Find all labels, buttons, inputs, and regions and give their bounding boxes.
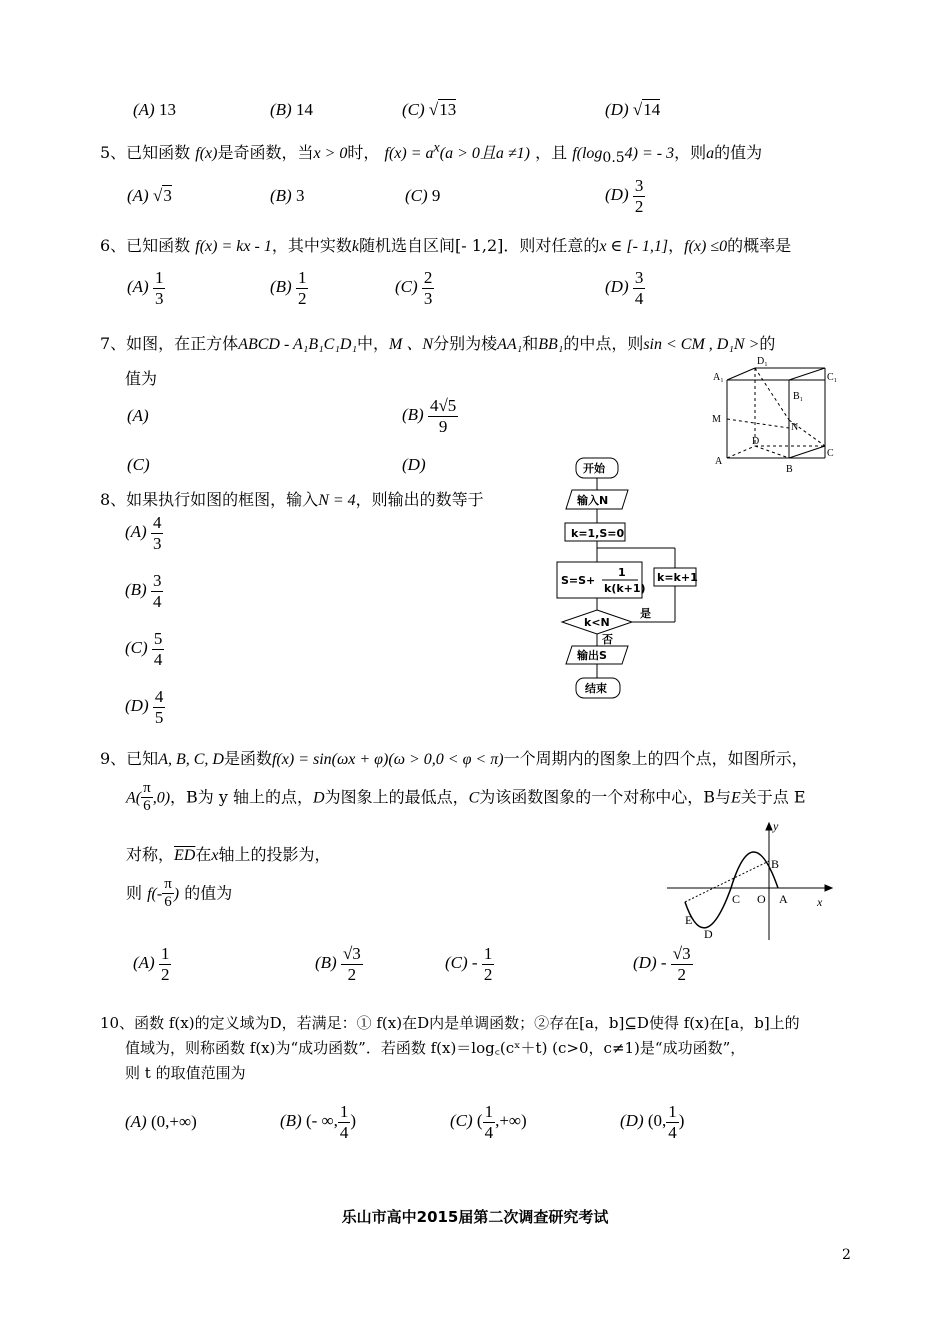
graph-label-e: E: [685, 913, 693, 927]
graph-label-d: D: [704, 927, 713, 941]
cube-label-a1: A₁: [713, 372, 724, 383]
q9-option-c: (C) - $\frac{1}{2}$: [445, 944, 493, 984]
graph-label-a: A: [779, 892, 788, 906]
cube-label-d: D: [752, 436, 760, 447]
q7-option-c: (C): [127, 455, 150, 474]
graph-label-b: B: [771, 857, 780, 871]
graph-label-o: O: [757, 892, 766, 906]
flow-inc-label: k=k+1: [657, 571, 698, 584]
q9-option-d: (D) - $\frac{√3}{2}$: [633, 944, 691, 984]
graph-x-label: x: [817, 895, 823, 909]
q7-stem: 7、如图，在正方体ABCD - A₁B₁C₁D₁中，M 、N分别为棱AA₁和BB₁的中点，则sin < CM , D₁N >的: [100, 334, 776, 353]
page-number: 2: [842, 1247, 851, 1263]
flow-end-label: 结束: [585, 682, 607, 695]
flowchart: [550, 452, 710, 707]
q7-option-a: (A): [127, 406, 149, 425]
q10-option-d: (D) (0, $\frac{1}{4}$ ): [620, 1102, 685, 1142]
flow-yes-label: 是: [640, 607, 651, 620]
q10-option-b: (B) (- ∞, $\frac{1}{4}$ ): [280, 1102, 357, 1142]
q10-option-a: (A) (0,+∞): [125, 1112, 197, 1131]
flow-input-label: 输入N: [577, 494, 609, 507]
q9-stem: 9、已知A, B, C, D是函数f(x) = sin(ωx + φ)(ω > 0,0 < φ < π)一个周期内的图象上的四个点，如图所示，: [100, 749, 808, 768]
cube-label-d1: D₁: [757, 356, 768, 367]
q10-stem-line3: 则 t 的取值范围为: [125, 1064, 246, 1082]
q10-option-c: (C) ( $\frac{1}{4}$ ,+∞): [450, 1102, 527, 1142]
cube-label-c: C: [827, 448, 834, 459]
q5-option-b: (B) 3: [270, 186, 305, 205]
cube-label-b: B: [786, 464, 793, 475]
cube-figure: [700, 350, 850, 480]
q10-stem-line1: 10、函数 f(x)的定义域为D，若满足：① f(x)在D内是单调函数；②存在[a，b]⊆D使得 f(x)在[a，b]上的: [100, 1014, 800, 1032]
q4-option-a: (A) 13: [133, 100, 176, 119]
q6-option-b: (B) $\frac{1}{2}$: [270, 268, 307, 308]
graph-y-label: y: [773, 819, 779, 833]
flow-cond-label: k<N: [584, 616, 610, 629]
q6-stem: 6、已知函数 f(x) = kx - 1，其中实数k随机选自区间[- 1,2]．则对任意的x ∈ [- 1,1]，f(x) ≤0的概率是: [100, 236, 792, 255]
q9-stem-line3: 对称，$\overline{ED}$在x轴上的投影为，: [126, 845, 331, 864]
q5-option-c: (C) 9: [405, 186, 441, 205]
q8-option-b: (B) $\frac{3}{4}$: [125, 571, 162, 611]
cube-label-c1: C₁: [827, 372, 838, 383]
q7-stem-line2: 值为: [125, 369, 158, 388]
q6-option-a: (A) $\frac{1}{3}$: [127, 268, 164, 308]
q9-stem-line4: 则 f(- $\frac{\pi}{6}$ ) 的值为: [126, 876, 233, 911]
q4-option-b: (B) 14: [270, 100, 313, 119]
flow-output-label: 输出S: [577, 649, 607, 662]
q9-option-b: (B) $\frac{√3}{2}$: [315, 944, 361, 984]
exam-title: 乐山市高中2015届第二次调查研究考试: [341, 1208, 609, 1226]
q5-option-a: (A) √3: [127, 186, 172, 205]
q8-option-d: (D) $\frac{4}{5}$: [125, 687, 164, 727]
q4-option-d: (D) √14: [605, 100, 661, 119]
cube-label-m: M: [712, 414, 721, 425]
q9-option-a: (A) $\frac{1}{2}$: [133, 944, 170, 984]
q8-option-a: (A) $\frac{4}{3}$: [125, 513, 162, 553]
q6-option-d: (D) $\frac{3}{4}$: [605, 268, 644, 308]
q4-option-c: (C) √13: [402, 100, 457, 119]
sine-graph: [665, 818, 835, 944]
q7-option-b: (B) $\frac{4√5}{9}$: [402, 396, 457, 436]
q8-option-c: (C) $\frac{5}{4}$: [125, 629, 163, 669]
q10-stem-line2: 值域为，则称函数 f(x)为“成功函数”．若函数 f(x)＝log꜀(cˣ＋t) (c>0，c≠1)是“成功函数”，: [125, 1039, 746, 1057]
flow-body-label: S=S+: [561, 574, 596, 587]
cube-label-a: A: [715, 456, 723, 467]
q8-stem: 8、如果执行如图的框图，输入N = 4，则输出的数等于: [100, 490, 484, 509]
cube-label-n: N: [791, 422, 799, 433]
q5-stem: 5、已知函数 f(x)是奇函数，当x > 0时， $f(x) = a^x(a > 0$且a ≠1) ，且 $f(\log_{0.5}4)$ = - 3，则a的值为: [100, 140, 763, 167]
q6-option-c: (C) $\frac{2}{3}$: [395, 268, 433, 308]
flow-start-label: 开始: [583, 462, 605, 475]
q5-option-d: (D) $\frac{3}{2}$: [605, 176, 644, 216]
flow-body-frac-n: 1: [618, 566, 626, 579]
q7-option-d: (D): [402, 455, 426, 474]
flow-body-frac-d: k(k+1): [604, 582, 646, 595]
q9-stem-line2: A( $\frac{\pi}{6}$ ,0)，B为 y 轴上的点，D为图象上的最低点，C为该函数图象的一个对称中心，B与E关于点 E: [126, 780, 806, 815]
cube-label-b1: B₁: [793, 391, 804, 402]
flow-no-label: 否: [602, 633, 613, 646]
flow-init-label: k=1,S=0: [571, 527, 625, 540]
graph-label-c: C: [732, 892, 741, 906]
